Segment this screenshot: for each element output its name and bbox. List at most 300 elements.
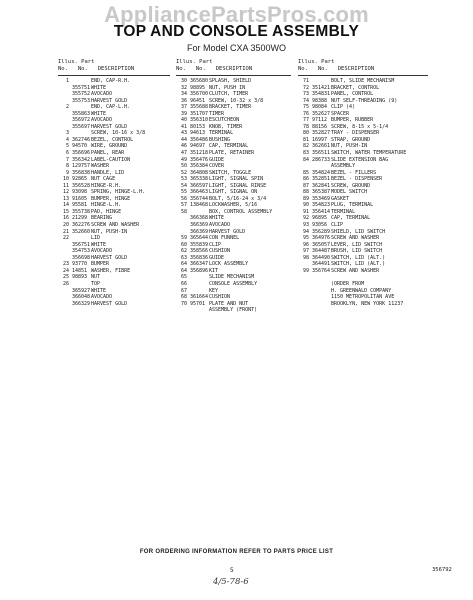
- parts-row: [176, 307, 291, 314]
- part-description: HARVEST GOLD: [91, 254, 128, 261]
- part-description: TOP: [91, 280, 101, 287]
- illus-number: 95: [302, 235, 309, 242]
- illus-number: 44: [180, 136, 187, 143]
- part-description: CONSOLE ASSEMBLY: [209, 280, 258, 287]
- illus-number: 24: [62, 267, 69, 274]
- part-number: 366347: [190, 261, 209, 268]
- part-description: NUT CAGE: [91, 176, 116, 183]
- part-number: 354824: [312, 169, 331, 176]
- part-description: COVER: [209, 163, 225, 170]
- part-description: BUMPER, RUBBER: [331, 117, 374, 124]
- part-number: 138468: [190, 202, 209, 209]
- part-number: 366048: [72, 294, 91, 301]
- illus-number: 91: [302, 208, 309, 215]
- part-description: BUSHING: [209, 136, 231, 143]
- part-number: 351707: [190, 110, 209, 117]
- part-number: 356528: [72, 182, 91, 189]
- part-description: HINGE-L.H.: [91, 202, 122, 209]
- illus-number: 73: [302, 91, 309, 98]
- part-number: 88156: [312, 123, 328, 130]
- illus-number: 11: [62, 182, 69, 189]
- part-number: 355863: [72, 110, 91, 117]
- illus-number: [58, 301, 72, 308]
- part-description: ASSEMBLY: [331, 163, 356, 170]
- part-number: 356972: [72, 117, 91, 124]
- part-description: SCREW, 10-32 x 3/8: [209, 97, 264, 104]
- illus-number: 59: [180, 235, 187, 242]
- part-description: LOCK ASSEMBLY: [209, 261, 249, 268]
- header-line-1: Illus. Part: [176, 59, 213, 65]
- part-description: CAP, TERMINAL: [209, 143, 249, 150]
- part-description: NUT, PUSH-IN: [91, 228, 128, 235]
- part-description: AVOCADO: [91, 117, 113, 124]
- part-number: 286733: [312, 156, 331, 163]
- part-number: 16997: [312, 136, 328, 143]
- illus-number: 2: [65, 104, 69, 111]
- illus-number: 62: [180, 248, 187, 255]
- header-line-1: Illus. Part: [298, 59, 335, 65]
- part-number: 129757: [72, 163, 91, 170]
- part-description: HARVEST GOLD: [209, 228, 246, 235]
- part-number: 352660: [72, 228, 91, 235]
- illus-number: 98: [302, 254, 309, 261]
- document-number: 356792: [432, 567, 452, 573]
- part-description: WIRE, GROUND: [91, 143, 128, 150]
- illus-number: [176, 307, 190, 314]
- part-description: SCREW, GROUND: [331, 182, 371, 189]
- illus-number: 6: [65, 150, 69, 157]
- parts-column-3: [298, 58, 428, 307]
- part-description: HINGE-R.H.: [91, 182, 122, 189]
- part-number: 356342: [72, 156, 91, 163]
- part-number: 96895: [312, 215, 328, 222]
- model-subtitle: For Model CXA 3500WO: [186, 43, 287, 53]
- part-description: AVOCADO: [91, 248, 113, 255]
- part-number: 352827: [312, 130, 331, 137]
- illus-number: 88: [302, 189, 309, 196]
- part-description: SLIDE MECHANISM: [209, 274, 255, 281]
- part-description: BEZEL - FILLERS: [331, 169, 377, 176]
- illus-number: 63: [180, 254, 187, 261]
- part-description: CLUTCH, TIMER: [209, 91, 249, 98]
- part-number: 355738: [72, 208, 91, 215]
- illus-number: 82: [302, 143, 309, 150]
- part-number: 362841: [312, 182, 331, 189]
- part-number: 98084: [312, 104, 328, 111]
- illus-number: 52: [180, 169, 187, 176]
- part-number: 351218: [190, 150, 209, 157]
- part-description: SCREW AND WASHER: [91, 222, 140, 229]
- illus-number: 7: [65, 156, 69, 163]
- part-description: CON FUNNEL: [209, 235, 240, 242]
- part-number: 356751: [72, 241, 91, 248]
- part-description: MODEL SWITCH: [331, 189, 368, 196]
- part-number: 351421: [312, 84, 331, 91]
- part-description: NUT, PUSH-IN: [331, 143, 368, 150]
- illus-number: 41: [180, 123, 187, 130]
- illus-number: 25: [62, 274, 69, 281]
- illus-number: 94: [302, 228, 309, 235]
- part-description: LIGHT, SIGNAL ON: [209, 189, 258, 196]
- part-number: 365644: [190, 235, 209, 242]
- part-description: KNOB, TIMER: [209, 123, 243, 130]
- part-number: 98388: [312, 97, 328, 104]
- illus-number: 9: [65, 169, 69, 176]
- part-description: WASHER: [91, 163, 110, 170]
- page-number: 5: [230, 567, 234, 574]
- part-description: CLIP: [331, 222, 344, 229]
- part-number: 362746: [72, 136, 91, 143]
- part-description: STRAP, GROUND: [331, 136, 371, 143]
- part-number: 356476: [190, 156, 209, 163]
- part-description: LEVER, LID SWITCH: [331, 241, 383, 248]
- part-description: CUSHION: [209, 294, 231, 301]
- part-number: 356836: [190, 254, 209, 261]
- part-description: KEY: [209, 287, 219, 294]
- illus-number: 99: [302, 267, 309, 274]
- illus-number: 21: [62, 228, 69, 235]
- part-description: PLUG, TERMINAL: [331, 202, 374, 209]
- part-description: KIT: [209, 267, 219, 274]
- illus-number: 20: [62, 222, 69, 229]
- illus-number: 39: [180, 110, 187, 117]
- illus-number: 83: [302, 150, 309, 157]
- part-number: 356414: [312, 208, 331, 215]
- illus-number: 55: [180, 189, 187, 196]
- part-number: 356896: [190, 267, 209, 274]
- header-line-2: No. No. DESCRIPTION: [298, 66, 375, 72]
- part-description: WHITE: [209, 215, 225, 222]
- illus-number: 64: [180, 267, 187, 274]
- part-number: 361664: [190, 294, 209, 301]
- illus-number: 84: [302, 156, 309, 163]
- part-number: 93770: [72, 261, 88, 268]
- part-description: SCREW, 10-16 x 3/8: [91, 130, 146, 137]
- part-number: 95701: [190, 300, 206, 307]
- part-description: PLATE, RETAINER: [209, 150, 255, 157]
- illus-number: 40: [180, 117, 187, 124]
- part-description: SWITCH, WATER TEMPERATURE: [331, 150, 407, 157]
- part-description: SWITCH, TOGGLE: [209, 169, 252, 176]
- part-number: 356384: [190, 163, 209, 170]
- part-number: 95581: [72, 202, 88, 209]
- part-number: 366329: [72, 300, 91, 307]
- part-number: 355753: [72, 97, 91, 104]
- part-description: HARVEST GOLD: [91, 123, 128, 130]
- part-number: [190, 307, 209, 314]
- part-description: GASKET: [331, 195, 350, 202]
- parts-row: [298, 301, 428, 308]
- part-description: TERMINAL: [331, 208, 356, 215]
- part-description: WHITE: [91, 287, 107, 294]
- part-number: 354823: [312, 202, 331, 209]
- part-number: 366368: [190, 215, 209, 222]
- illus-number: 46: [180, 143, 187, 150]
- part-number: 356511: [312, 150, 331, 157]
- illus-number: 23: [62, 261, 69, 268]
- part-description: LIGHT, SIGNAL SPIN: [209, 176, 264, 183]
- part-number: 356744: [190, 195, 209, 202]
- handwritten-note: 4/5-78-6: [213, 577, 249, 587]
- illus-number: 66: [180, 280, 187, 287]
- part-description: 1150 METROPOLITAN AVE: [331, 294, 395, 301]
- part-number: 352627: [312, 110, 331, 117]
- part-number: 356764: [312, 267, 331, 274]
- part-number: 94697: [190, 143, 206, 150]
- part-description: SLIDE EXTENSION BAG: [331, 156, 389, 163]
- part-description: TRAY - DISPENSER: [331, 130, 380, 137]
- illus-number: 36: [180, 97, 187, 104]
- illus-number: 32: [180, 84, 187, 91]
- part-description: PANEL, REAR: [91, 150, 125, 157]
- illus-number: 96: [302, 241, 309, 248]
- part-description: BUMPER, HINGE: [91, 195, 131, 202]
- part-number: 365387: [312, 189, 331, 196]
- part-description: CLIP (4): [331, 104, 356, 111]
- part-number: 356486: [190, 136, 209, 143]
- illus-number: 4: [65, 136, 69, 143]
- part-number: 98895: [190, 84, 206, 91]
- part-description: BEZEL, CONTROL: [91, 136, 134, 143]
- column-header: [176, 58, 291, 76]
- part-description: GUIDE: [209, 254, 225, 261]
- illus-number: 70: [180, 300, 187, 307]
- illus-number: 16: [62, 215, 69, 222]
- part-number: 355752: [72, 91, 91, 98]
- header-line-1: Illus. Part: [58, 59, 95, 65]
- illus-number: 3: [65, 130, 69, 137]
- illus-number: 30: [180, 78, 187, 84]
- part-description: WHITE: [91, 84, 107, 91]
- illus-number: 26: [62, 280, 69, 287]
- part-number: 365927: [72, 287, 91, 294]
- illus-number: 60: [180, 241, 187, 248]
- part-description: END, CAP-R.H.: [91, 78, 131, 84]
- part-description: BROOKLYN, NEW YORK 11237: [331, 300, 404, 307]
- part-description: CUSHION: [209, 248, 231, 255]
- part-number: 362276: [72, 222, 91, 229]
- part-number: 365057: [312, 241, 331, 248]
- part-number: 91605: [72, 195, 88, 202]
- part-description: TIMER: [209, 110, 225, 117]
- part-description: NUT: [91, 274, 101, 281]
- part-number: 366369: [190, 228, 209, 235]
- part-number: 366597: [190, 182, 209, 189]
- illus-number: 68: [180, 294, 187, 301]
- part-number: 94570: [72, 143, 88, 150]
- part-description: GUIDE: [209, 156, 225, 163]
- illus-number: 75: [302, 104, 309, 111]
- illus-number: 93: [302, 222, 309, 229]
- part-description: BOLT, SLIDE MECHANISM: [331, 78, 395, 84]
- part-number: 365680: [190, 78, 209, 84]
- illus-number: 77: [302, 117, 309, 124]
- part-number: 80153: [190, 123, 206, 130]
- illus-number: 97: [302, 248, 309, 255]
- illus-number: 89: [302, 195, 309, 202]
- illus-number: 10: [62, 176, 69, 183]
- illus-number: 57: [180, 202, 187, 209]
- parts-list: [176, 76, 291, 314]
- illus-number: 92: [302, 215, 309, 222]
- part-description: ASSEMBLY (FRONT): [209, 307, 258, 314]
- part-description: (ORDER FROM: [331, 280, 365, 287]
- part-description: WHITE: [91, 110, 107, 117]
- illus-number: 15: [62, 208, 69, 215]
- illus-number: 50: [180, 163, 187, 170]
- illus-number: 37: [180, 104, 187, 111]
- part-number: 355697: [72, 123, 91, 130]
- illus-number: 13: [62, 195, 69, 202]
- part-description: AVOCADO: [91, 294, 113, 301]
- part-description: SWITCH, LID (ALT.): [331, 254, 386, 261]
- part-number: 362661: [312, 143, 331, 150]
- part-description: NUT SELF-THREADING (9): [331, 97, 398, 104]
- part-description: LID: [91, 235, 101, 242]
- part-number: 355688: [190, 104, 209, 111]
- part-number: 356698: [72, 254, 91, 261]
- part-description: BOLT, 5/16-24 x 3/4: [209, 195, 267, 202]
- part-number: 355751: [72, 84, 91, 91]
- part-description: BEZEL - DISPENSER: [331, 176, 383, 183]
- illus-number: 22: [62, 235, 69, 242]
- header-line-2: No. No. DESCRIPTION: [176, 66, 253, 72]
- part-description: BRUSH, LID SWITCH: [331, 248, 383, 255]
- part-number: 365338: [190, 176, 209, 183]
- part-number: 97112: [312, 117, 328, 124]
- part-number: 354753: [72, 248, 91, 255]
- illus-number: 72: [302, 84, 309, 91]
- part-description: BUMPER: [91, 261, 110, 268]
- illus-number: 14: [62, 202, 69, 209]
- illus-number: 54: [180, 182, 187, 189]
- part-description: LIGHT, SIGNAL RINSE: [209, 182, 267, 189]
- illus-number: 8: [65, 163, 69, 170]
- part-number: 352851: [312, 176, 331, 183]
- illus-number: 56: [180, 195, 187, 202]
- part-description: SCREW AND WASHER: [331, 235, 380, 242]
- part-description: BRACKET, CONTROL: [331, 84, 380, 91]
- illus-number: 80: [302, 130, 309, 137]
- part-description: PLATE AND NUT: [209, 300, 249, 307]
- part-number: 96451: [190, 97, 206, 104]
- header-line-2: No. No. DESCRIPTION: [58, 66, 135, 72]
- part-description: AVOCADO: [91, 91, 113, 98]
- illus-number: 34: [180, 91, 187, 98]
- part-description: BOX, CONTROL ASSEMBLY: [209, 208, 273, 215]
- part-number: 93056: [312, 222, 328, 229]
- illus-number: 87: [302, 182, 309, 189]
- part-description: SHIELD, LID SWITCH: [331, 228, 386, 235]
- illus-number: 71: [302, 78, 309, 84]
- part-description: PANEL, CONTROL: [331, 91, 374, 98]
- part-number: 364808: [190, 169, 209, 176]
- page-title: TOP AND CONSOLE ASSEMBLY: [113, 23, 360, 40]
- part-number: 353469: [312, 195, 331, 202]
- illus-number: 49: [180, 156, 187, 163]
- column-header: [298, 58, 428, 76]
- illus-number: 53: [180, 176, 187, 183]
- illus-number: 67: [180, 287, 187, 294]
- part-number: 364490: [312, 254, 331, 261]
- parts-row: [58, 301, 170, 308]
- part-description: PAD, HINGE: [91, 208, 122, 215]
- part-description: BEARING: [91, 215, 113, 222]
- illus-number: [298, 301, 312, 308]
- column-header: [58, 58, 170, 76]
- part-number: 94613: [190, 130, 206, 137]
- part-number: 364976: [312, 235, 331, 242]
- part-description: SCREW AND WASHER: [331, 267, 380, 274]
- part-number: 14851: [72, 267, 88, 274]
- watermark: AppliancePartsPros.com: [104, 2, 369, 27]
- part-number: 356310: [190, 117, 209, 124]
- parts-list: [58, 76, 170, 307]
- illus-number: 12: [62, 189, 69, 196]
- part-description: CLIP: [209, 241, 222, 248]
- part-description: AVOCADO: [209, 222, 231, 229]
- part-description: BRACKET, TIMER: [209, 104, 252, 111]
- part-number: 93098: [72, 189, 88, 196]
- illus-number: 47: [180, 150, 187, 157]
- part-number: 366463: [190, 189, 209, 196]
- illus-number: 76: [302, 110, 309, 117]
- ordering-footer: FOR ORDERING INFORMATION REFER TO PARTS PRICE LIST: [139, 549, 334, 555]
- part-number: 354831: [312, 91, 331, 98]
- part-number: 356696: [72, 150, 91, 157]
- illus-number: 81: [302, 136, 309, 143]
- part-number: 364487: [312, 248, 331, 255]
- part-description: NUT, PUSH IN: [209, 84, 246, 91]
- part-description: WASHER, FIBRE: [91, 267, 131, 274]
- part-number: 98893: [72, 274, 88, 281]
- illus-number: 64: [180, 261, 187, 268]
- illus-number: 85: [302, 169, 309, 176]
- part-description: HARVEST GOLD: [91, 97, 128, 104]
- part-description: WHITE: [91, 241, 107, 248]
- part-number: 366369: [190, 222, 209, 229]
- part-description: HARVEST GOLD: [91, 300, 128, 307]
- part-description: HANDLE, LID: [91, 169, 125, 176]
- part-description: SPRING, HINGE-L.H.: [91, 189, 146, 196]
- illus-number: 90: [302, 202, 309, 209]
- part-number: [312, 301, 331, 308]
- illus-number: 1: [65, 78, 69, 84]
- part-description: CAP, TERMINAL: [331, 215, 371, 222]
- part-number: 358566: [190, 248, 209, 255]
- part-description: SCREW, 8-15 x 5-1/4: [331, 123, 389, 130]
- illus-number: 65: [180, 274, 187, 281]
- part-description: ESCUTCHEON: [209, 117, 240, 124]
- part-number: 92865: [72, 176, 88, 183]
- part-number: 355839: [190, 241, 209, 248]
- illus-number: 5: [65, 143, 69, 150]
- part-description: H. GREENWALD COMPANY: [331, 287, 392, 294]
- illus-number: 43: [180, 130, 187, 137]
- part-description: TERMINAL: [209, 130, 234, 137]
- illus-number: 58: [180, 208, 187, 215]
- part-description: SPACER: [331, 110, 350, 117]
- part-number: 356838: [72, 169, 91, 176]
- parts-list: [298, 76, 428, 307]
- part-description: SWITCH, LID (ALT.): [331, 261, 386, 268]
- part-number: 364491: [312, 261, 331, 268]
- illus-number: 74: [302, 97, 309, 104]
- illus-number: 78: [302, 123, 309, 130]
- parts-column-2: [176, 58, 291, 314]
- part-description: END, CAP-L.H.: [91, 104, 131, 111]
- parts-column-1: [58, 58, 170, 307]
